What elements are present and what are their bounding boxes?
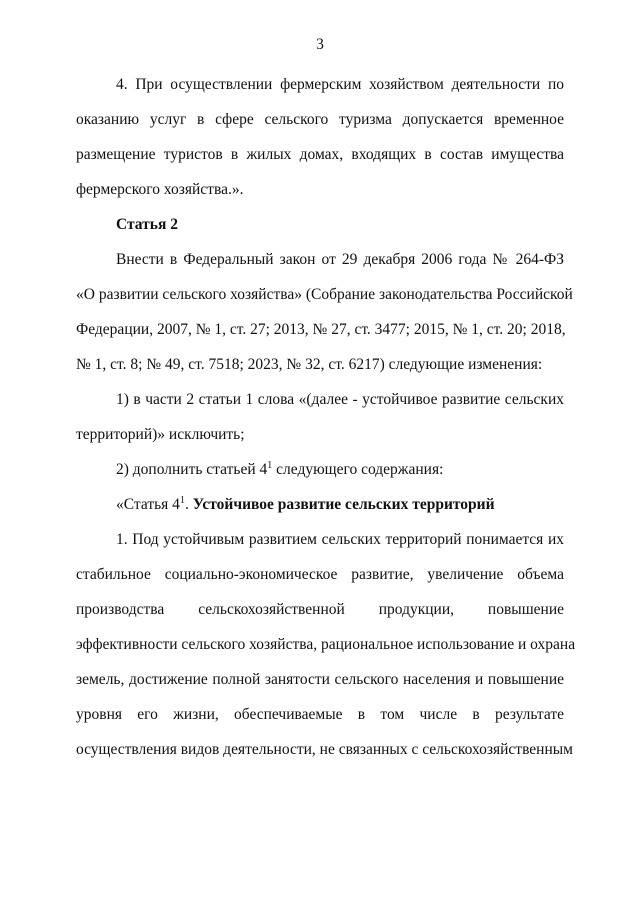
article-title: Устойчивое развитие сельских территорий — [188, 496, 495, 513]
paragraph-line: 1. Под устойчивым развитием сельских территорий понимается их — [116, 531, 564, 548]
superscript: 1 — [179, 495, 185, 506]
article-4-1-heading — [116, 496, 564, 514]
paragraph-line: оказанию услуг в сфере сельского туризма допускается временное — [76, 111, 564, 128]
list-item-line: 1) в части 2 статьи 1 слова «(далее - устойчивое развитие сельских — [116, 391, 564, 408]
item-text: 2) дополнить статьей 4 — [116, 461, 268, 478]
paragraph-line: производства сельскохозяйственной продукции, повышение — [76, 601, 564, 618]
paragraph-line: стабильное социально-экономическое развитие, увеличение объема — [76, 566, 564, 583]
paragraph-line: эффективности сельского хозяйства, рациональное использование и охрана — [76, 636, 576, 653]
paragraph-line: Федерации, 2007, № 1, ст. 27; 2013, № 27, ст. 3477; 2015, № 1, ст. 20; 2018, — [76, 321, 566, 338]
paragraph-line: «О развитии сельского хозяйства» (Собрание законодательства Российской — [76, 286, 573, 303]
paragraph-line: земель, достижение полной занятости сельского населения и повышение — [76, 671, 564, 688]
list-item-line — [116, 461, 564, 479]
article-heading: Статья 2 — [116, 216, 178, 233]
list-item-line: территорий)» исключить; — [76, 426, 245, 443]
superscript: 1 — [267, 460, 273, 471]
paragraph-line: размещение туристов в жилых домах, входящих в состав имущества — [76, 146, 564, 163]
paragraph-line: фермерского хозяйства.». — [76, 181, 244, 198]
article-label: «Статья 4 — [116, 496, 180, 513]
page-number: 3 — [316, 36, 324, 53]
paragraph-line: уровня его жизни, обеспечиваемые в том числе в результате — [76, 706, 564, 723]
paragraph-line: № 1, ст. 8; № 49, ст. 7518; 2023, № 32, ст. 6217) следующие изменения: — [76, 356, 543, 373]
paragraph-line: Внести в Федеральный закон от 29 декабря 2006 года № 264-ФЗ — [116, 251, 564, 268]
paragraph-line: осуществления видов деятельности, не связанных с сельскохозяйственным — [76, 741, 573, 758]
article-label-dot: . — [184, 496, 189, 513]
paragraph-line: 4. При осуществлении фермерским хозяйством деятельности по — [116, 76, 564, 93]
item-text: следующего содержания: — [272, 461, 444, 478]
